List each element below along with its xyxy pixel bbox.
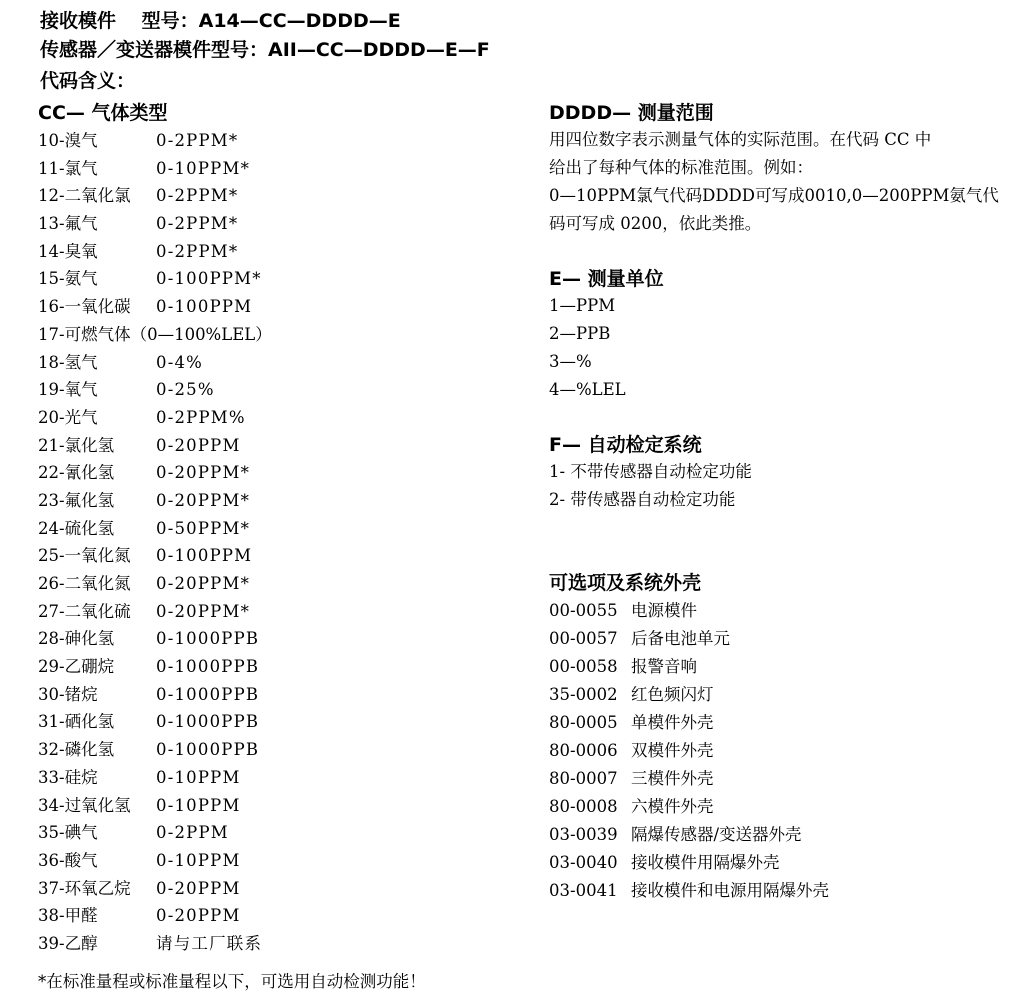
option-row [549, 821, 1019, 849]
dddd-section-title: DDDD— 测量范围 [549, 102, 714, 124]
gas-range: 0-1000PPB [156, 740, 260, 760]
gas-range: 0-20PPM* [156, 490, 251, 510]
gas-row [38, 598, 518, 626]
option-code: 03-0039 [549, 825, 618, 844]
option-desc: 接收模件用隔爆外壳 [631, 853, 780, 872]
gas-row [38, 210, 518, 238]
gas-name: 18-氢气 [38, 352, 98, 372]
option-row [549, 625, 1019, 653]
gas-name: 32-磷化氢 [38, 740, 115, 760]
gas-range: 0-1000PPB [156, 684, 260, 704]
gas-name: 31-硒化氢 [38, 712, 115, 732]
gas-name: 37-环氧乙烷 [38, 878, 131, 898]
gas-range: 0-1000PPB [156, 657, 260, 677]
gas-row [38, 902, 518, 930]
gas-name: 20-光气 [38, 407, 98, 427]
gas-row [38, 792, 518, 820]
gas-name: 11-氯气 [38, 158, 98, 178]
gas-row [38, 238, 518, 266]
option-row [549, 681, 1019, 709]
gas-row [38, 487, 518, 515]
gas-row [38, 875, 518, 903]
gas-name: 39-乙醇 [38, 933, 98, 953]
calibration-list [549, 458, 1019, 514]
option-row [549, 849, 1019, 877]
option-code: 80-0005 [549, 713, 618, 732]
gas-range: 0-20PPM [156, 435, 241, 455]
gas-range: 请与工厂联系 [156, 933, 263, 953]
gas-range: 0-2PPM* [156, 186, 239, 206]
gas-range: 0-2PPM* [156, 214, 239, 234]
gas-name: 10-溴气 [38, 131, 98, 150]
option-desc: 接收模件和电源用隔爆外壳 [631, 881, 829, 900]
gas-name: 17-可燃气体（0—100%LEL） [38, 324, 272, 344]
gas-row [38, 847, 518, 875]
option-desc: 单模件外壳 [631, 713, 714, 732]
gas-range: 0-20PPM* [156, 574, 251, 593]
option-desc: 双模件外壳 [631, 741, 714, 760]
gas-range: 0-100PPM* [156, 269, 262, 289]
gas-row [38, 819, 518, 847]
gas-name: 14-臭氧 [38, 241, 98, 261]
gas-range: 0-10PPM [156, 850, 241, 870]
gas-name: 28-砷化氢 [38, 629, 115, 649]
gas-row [38, 349, 518, 377]
unit-item: 4—%LEL [549, 380, 626, 399]
options-list [549, 597, 1019, 905]
dddd-line: 0—10PPM氯气代码DDDD可写成0010,0—200PPM氨气代 [549, 186, 999, 205]
option-desc: 隔爆传感器/变送器外壳 [631, 825, 802, 844]
gas-range: 0-2PPM* [156, 131, 239, 150]
gas-name: 33-硅烷 [38, 767, 98, 787]
option-desc: 三模件外壳 [631, 769, 714, 788]
calibration-item: 1- 不带传感器自动检定功能 [549, 462, 752, 481]
gas-range: 0-20PPM [156, 878, 241, 898]
gas-name: 35-碘气 [38, 823, 98, 843]
dddd-line: 码可写成 0200，依此类推。 [549, 214, 762, 233]
gas-row [38, 127, 518, 155]
option-row [549, 709, 1019, 737]
gas-range: 0-100PPM [156, 546, 253, 566]
option-row [549, 793, 1019, 821]
gas-name: 38-甲醛 [38, 906, 98, 926]
option-code: 80-0007 [549, 769, 618, 788]
gas-row [38, 155, 518, 183]
gas-row [38, 764, 518, 792]
e-section-title: E— 测量单位 [549, 268, 664, 290]
gas-row [38, 681, 518, 709]
gas-range: 0-2PPM [156, 823, 229, 843]
gas-range: 0-10PPM [156, 767, 241, 787]
gas-range: 0-10PPM [156, 795, 241, 815]
gas-name: 26-二氧化氮 [38, 574, 131, 593]
cc-section-title: CC— 气体类型 [38, 102, 168, 124]
gas-range: 0-10PPM* [156, 158, 251, 178]
option-desc: 电源模件 [631, 601, 697, 620]
gas-row [38, 708, 518, 736]
gas-row [38, 542, 518, 570]
sensor-model-title: 传感器／变送器模件型号：AII—CC—DDDD—E—F [40, 39, 490, 61]
gas-range: 0-20PPM [156, 906, 241, 926]
gas-row [38, 515, 518, 543]
footnote: *在标准量程或标准量程以下，可选用自动检测功能！ [38, 972, 426, 991]
options-section-title: 可选项及系统外壳 [549, 572, 702, 594]
gas-name: 15-氨气 [38, 269, 98, 289]
gas-range: 0-25% [156, 380, 215, 400]
option-code: 80-0006 [549, 741, 618, 760]
option-row [549, 765, 1019, 793]
gas-row [38, 182, 518, 210]
gas-row [38, 404, 518, 432]
option-code: 00-0058 [549, 657, 618, 676]
option-code: 03-0041 [549, 881, 618, 900]
option-code: 03-0040 [549, 853, 618, 872]
gas-range: 0-20PPM* [156, 601, 251, 621]
option-row [549, 877, 1019, 905]
gas-range: 0-1000PPB [156, 712, 260, 732]
receiver-model-title: 接收模件 型号：A14—CC—DDDD—E [40, 10, 401, 32]
option-row [549, 737, 1019, 765]
unit-list [549, 292, 1019, 404]
option-code: 00-0057 [549, 629, 618, 648]
gas-row [38, 570, 518, 598]
gas-row [38, 432, 518, 460]
gas-row [38, 625, 518, 653]
gas-name: 13-氟气 [38, 214, 98, 234]
gas-name: 12-二氧化氯 [38, 186, 131, 206]
gas-name: 27-二氧化硫 [38, 601, 131, 621]
gas-name: 30-锗烷 [38, 684, 98, 704]
gas-name: 29-乙硼烷 [38, 657, 115, 677]
gas-row [38, 459, 518, 487]
option-row [549, 597, 1019, 625]
option-desc: 后备电池单元 [631, 629, 730, 648]
gas-name: 34-过氧化氢 [38, 795, 131, 815]
gas-row [38, 653, 518, 681]
option-desc: 报警音响 [631, 657, 697, 676]
gas-row [38, 736, 518, 764]
option-code: 35-0002 [549, 685, 618, 704]
gas-range: 0-2PPM* [156, 241, 239, 261]
gas-row [38, 930, 518, 958]
option-row [549, 653, 1019, 681]
unit-item: 1—PPM [549, 296, 616, 315]
gas-range: 0-4% [156, 352, 204, 372]
calibration-item: 2- 带传感器自动检定功能 [549, 490, 736, 509]
gas-name: 25-一氧化氮 [38, 546, 131, 566]
dddd-line: 用四位数字表示测量气体的实际范围。在代码 CC 中 [549, 130, 932, 149]
option-code: 00-0055 [549, 601, 618, 620]
unit-item: 3—% [549, 352, 592, 371]
f-section-title: F— 自动检定系统 [549, 434, 702, 456]
code-meaning-title: 代码含义： [40, 70, 136, 92]
gas-row [38, 293, 518, 321]
dddd-description [549, 126, 1019, 238]
option-desc: 红色频闪灯 [631, 685, 714, 704]
gas-name: 19-氧气 [38, 380, 98, 400]
dddd-line: 给出了每种气体的标准范围。例如： [549, 158, 813, 177]
gas-range: 0-1000PPB [156, 629, 260, 649]
gas-name: 36-酸气 [38, 850, 98, 870]
gas-range: 0-100PPM [156, 297, 253, 317]
option-desc: 六模件外壳 [631, 797, 714, 816]
gas-type-list [38, 127, 518, 958]
gas-name: 21-氯化氢 [38, 435, 115, 455]
gas-name: 24-硫化氢 [38, 518, 115, 538]
gas-range: 0-2PPM% [156, 407, 246, 427]
gas-range: 0-20PPM* [156, 463, 251, 483]
gas-name: 16-一氧化碳 [38, 297, 131, 317]
gas-row [38, 321, 518, 349]
gas-range: 0-50PPM* [156, 518, 251, 538]
gas-name: 23-氟化氢 [38, 490, 115, 510]
option-code: 80-0008 [549, 797, 618, 816]
gas-row [38, 376, 518, 404]
gas-name: 22-氰化氢 [38, 463, 115, 483]
unit-item: 2—PPB [549, 324, 611, 343]
gas-row [38, 265, 518, 293]
